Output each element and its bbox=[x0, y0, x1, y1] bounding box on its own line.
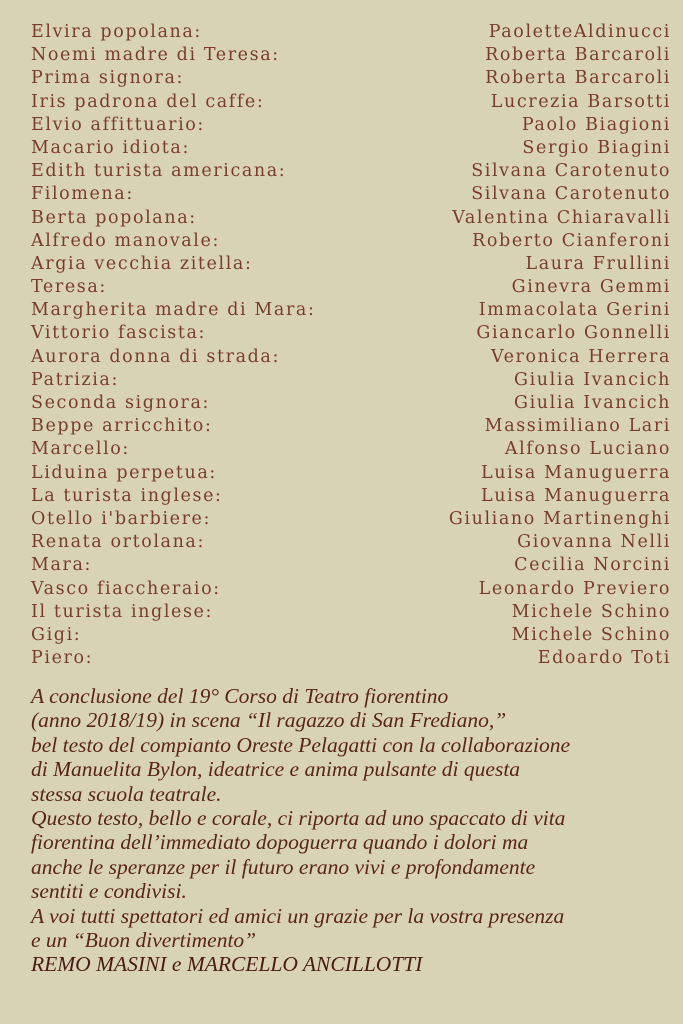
actor-name: Giulia Ivancich bbox=[513, 393, 671, 413]
actor-name: Roberta Barcaroli bbox=[485, 68, 671, 89]
actor-name: Massimiliano Lari bbox=[484, 416, 671, 437]
note-line: e un “Buon divertimento” bbox=[31, 928, 257, 953]
cast-row bbox=[31, 578, 671, 601]
role-name: Vittorio fascista: bbox=[31, 323, 207, 344]
actor-name: Michele Schino bbox=[511, 624, 671, 645]
cast-row bbox=[31, 253, 671, 276]
cast-row bbox=[31, 554, 671, 577]
cast-row bbox=[31, 392, 671, 415]
actor-name: Roberto Cianferoni bbox=[472, 230, 671, 251]
actor-name: PaoletteAldinucci bbox=[488, 22, 671, 42]
role-name: Margherita madre di Mara: bbox=[31, 300, 316, 321]
note-line: bel testo del compianto Oreste Pelagatti con la collaborazione bbox=[31, 732, 571, 757]
role-name: Edith turista americana: bbox=[31, 161, 287, 182]
closing-note bbox=[31, 684, 671, 977]
cast-row bbox=[31, 183, 671, 206]
role-name: Renata ortolana: bbox=[31, 532, 205, 553]
note-line: sentiti e condivisi. bbox=[31, 879, 187, 904]
actor-name: Roberta Barcaroli bbox=[485, 45, 671, 66]
role-name: Macario idiota: bbox=[31, 137, 190, 158]
actor-name: Laura Frullini bbox=[525, 253, 671, 274]
cast-row bbox=[31, 322, 671, 345]
cast-row bbox=[31, 369, 671, 392]
cast-row bbox=[31, 647, 671, 670]
cast-row bbox=[31, 114, 671, 137]
actor-name: Luisa Manuguerra bbox=[481, 485, 671, 506]
actor-name: Leonardo Previero bbox=[478, 578, 671, 599]
role-name: Elvira popolana: bbox=[31, 22, 202, 42]
cast-row bbox=[31, 44, 671, 67]
cast-row bbox=[31, 67, 671, 90]
actor-name: Paolo Biagioni bbox=[521, 114, 671, 135]
note-line: di Manuelita Bylon, ideatrice e anima pulsante di questa bbox=[31, 757, 521, 782]
actor-name: Giancarlo Gonnelli bbox=[476, 323, 671, 344]
cast-row bbox=[31, 531, 671, 554]
note-line: (anno 2018/19) in scena “Il ragazzo di San Frediano,” bbox=[31, 708, 507, 733]
cast-row bbox=[31, 601, 671, 624]
cast-row bbox=[31, 137, 671, 160]
role-name: Mara: bbox=[31, 555, 93, 576]
actor-name: Lucrezia Barsotti bbox=[490, 91, 671, 112]
actor-name: Giuliano Martinenghi bbox=[448, 508, 671, 529]
note-line: stessa scuola teatrale. bbox=[31, 781, 222, 806]
cast-row bbox=[31, 91, 671, 114]
role-name: Argia vecchia zitella: bbox=[31, 253, 253, 274]
role-name: Berta popolana: bbox=[31, 207, 197, 228]
note-line: A voi tutti spettatori ed amici un grazie per la vostra presenza bbox=[31, 903, 565, 928]
actor-name: Silvana Carotenuto bbox=[471, 161, 671, 182]
actor-name: Silvana Carotenuto bbox=[471, 184, 671, 205]
actor-name: Giulia Ivancich bbox=[513, 369, 671, 390]
role-name: Il turista inglese: bbox=[31, 601, 214, 622]
note-line: Questo testo, bello e corale, ci riporta ad uno spaccato di vita bbox=[31, 806, 566, 831]
signature: REMO MASINI e MARCELLO ANCILLOTTI bbox=[31, 952, 423, 977]
role-name: Filomena: bbox=[31, 184, 134, 205]
cast-row bbox=[31, 299, 671, 322]
actor-name: Cecilia Norcini bbox=[514, 555, 671, 576]
role-name: Patrizia: bbox=[31, 369, 119, 390]
cast-row bbox=[31, 508, 671, 531]
actor-name: Ginevra Gemmi bbox=[511, 277, 671, 298]
role-name: Alfredo manovale: bbox=[31, 230, 220, 251]
cast-row bbox=[31, 230, 671, 253]
cast-row bbox=[31, 207, 671, 230]
role-name: La turista inglese: bbox=[31, 485, 223, 506]
role-name: Beppe arricchito: bbox=[31, 416, 213, 437]
role-name: Prima signora: bbox=[31, 68, 185, 89]
actor-name: Immacolata Gerini bbox=[478, 300, 671, 321]
actor-name: Sergio Biagini bbox=[522, 137, 671, 158]
role-name: Marcello: bbox=[31, 439, 130, 460]
role-name: Elvio affittuario: bbox=[31, 114, 205, 135]
role-name: Liduina perpetua: bbox=[31, 462, 217, 483]
actor-name: Luisa Manuguerra bbox=[481, 462, 671, 483]
cast-row bbox=[31, 438, 671, 461]
role-name: Vasco fiaccheraio: bbox=[31, 578, 221, 599]
cast-row bbox=[31, 276, 671, 299]
note-line: fiorentina dell’immediato dopoguerra quando i dolori ma bbox=[31, 830, 529, 855]
actor-name: Giovanna Nelli bbox=[517, 532, 671, 553]
cast-row bbox=[31, 346, 671, 369]
cast-row bbox=[31, 415, 671, 438]
cast-list bbox=[31, 21, 671, 670]
actor-name: Veronica Herrera bbox=[490, 346, 671, 367]
cast-row bbox=[31, 160, 671, 183]
actor-name: Michele Schino bbox=[511, 601, 671, 622]
role-name: Teresa: bbox=[31, 277, 107, 298]
actor-name: Valentina Chiaravalli bbox=[452, 207, 671, 228]
cast-row bbox=[31, 21, 671, 44]
role-name: Gigi: bbox=[31, 624, 82, 645]
actor-name: Alfonso Luciano bbox=[504, 439, 671, 460]
cast-row bbox=[31, 462, 671, 485]
role-name: Seconda signora: bbox=[31, 393, 211, 413]
note-line: A conclusione del 19° Corso di Teatro fiorentino bbox=[31, 684, 449, 708]
role-name: Iris padrona del caffe: bbox=[31, 91, 265, 112]
cast-row bbox=[31, 485, 671, 508]
cast-row bbox=[31, 624, 671, 647]
role-name: Noemi madre di Teresa: bbox=[31, 45, 280, 66]
note-line: anche le speranze per il futuro erano vivi e profondamente bbox=[31, 854, 536, 879]
role-name: Aurora donna di strada: bbox=[31, 346, 280, 367]
actor-name: Edoardo Toti bbox=[537, 648, 671, 669]
role-name: Otello i'barbiere: bbox=[31, 508, 212, 529]
role-name: Piero: bbox=[31, 648, 94, 669]
